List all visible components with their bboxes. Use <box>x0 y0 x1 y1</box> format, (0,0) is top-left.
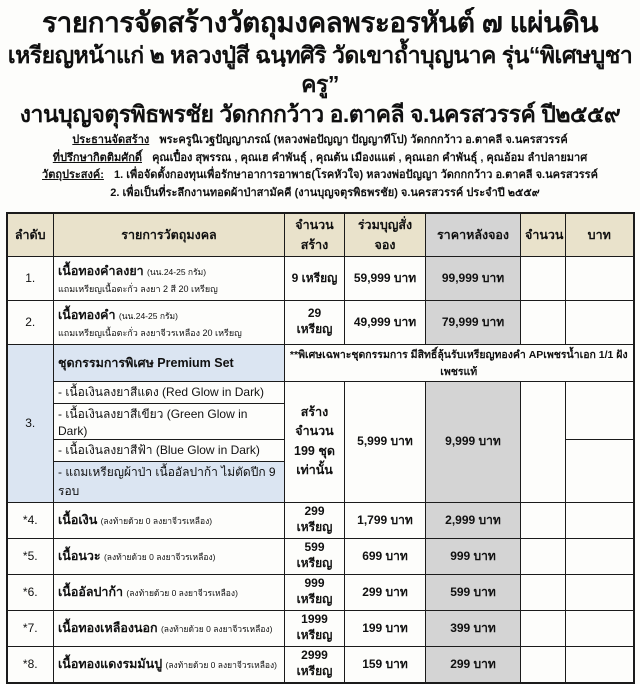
row-baht-blank <box>566 256 634 300</box>
row-item <box>54 574 285 610</box>
row-item <box>54 646 285 683</box>
premium-item-blue: - เนื้อเงินลงยาสีฟ้า (Blue Glow in Dark) <box>54 439 285 461</box>
item-note: (ลงท้ายด้วย 0 ลงยาจีวรเหลือง) <box>165 660 277 671</box>
row-item <box>54 256 285 300</box>
row-preorder-price: 299 บาท <box>345 574 426 610</box>
objective-line-1 <box>0 167 640 185</box>
row-qty: 299 เหรียญ <box>285 502 345 538</box>
item-note: (ลงท้ายด้วย 0 ลงยาจีวรเหลือง) <box>126 588 238 599</box>
row-no: *8. <box>7 646 54 683</box>
premium-qty-line: เท่านั้น <box>296 463 333 477</box>
item-name: เนื้อทองแดงรมมันปู <box>58 657 163 672</box>
row-preorder-price: 59,999 บาท <box>345 256 426 300</box>
premium-item-row <box>7 381 634 403</box>
item-note: (นน.24-25 กรัม) <box>147 266 207 277</box>
row-baht-blank <box>566 538 634 574</box>
row-amount-blank <box>521 502 566 538</box>
premium-item-green: - เนื้อเงินลงยาสีเขียว (Green Glow in Dark) <box>54 403 285 439</box>
row-amount-blank <box>521 610 566 646</box>
advisor-label: ที่ปรึกษากิตติมศักดิ์ <box>52 151 142 164</box>
page-subtitle: เหรียญหน้าแก่ ๒ หลวงปู่สี ฉนฺทศิริ วัดเขาถ้ำบุญนาค รุ่น“พิเศษบูชาครู” <box>7 42 633 97</box>
col-header-amount: จำนวน <box>521 213 566 257</box>
row-amount-blank <box>521 646 566 683</box>
row-no: *7. <box>7 610 54 646</box>
row-preorder-price: 159 บาท <box>345 646 426 683</box>
col-header-after-price: ราคาหลังจอง <box>426 213 521 257</box>
row-preorder-price: 199 บาท <box>345 610 426 646</box>
row-after-price: 79,999 บาท <box>426 300 521 344</box>
row-baht-blank <box>566 610 634 646</box>
item-note: (ลงท้ายด้วย 0 ลงยาจีวรเหลือง) <box>103 552 216 563</box>
table-row <box>7 574 634 610</box>
row-after-price: 299 บาท <box>426 646 521 683</box>
premium-item-red: - เนื้อเงินลงยาสีแดง (Red Glow in Dark) <box>54 381 285 403</box>
row-item <box>54 300 285 344</box>
item-name: เนื้ออัลปาก้า <box>58 585 124 600</box>
row-no: 1. <box>7 256 54 300</box>
table-row <box>7 300 634 344</box>
row-baht-blank <box>566 300 634 344</box>
row-no: *4. <box>7 502 54 538</box>
row-preorder-price: 699 บาท <box>345 538 426 574</box>
row-item <box>54 538 285 574</box>
chairman-text: พระครูนิเวฐปัญญาภรณ์ (หลวงพ่อปัญญา ปัญญาทีโป) วัดกกกว้าว อ.ตาคลี จ.นครสวรรค์ <box>159 134 568 147</box>
amulet-price-table <box>6 212 635 684</box>
row-no: *6. <box>7 574 54 610</box>
table-row <box>7 538 634 574</box>
table-row <box>7 646 634 683</box>
row-baht-blank <box>566 574 634 610</box>
premium-preorder-price: 5,999 บาท <box>345 381 426 502</box>
row-qty: 2999 เหรียญ <box>285 646 345 683</box>
item-name: เนื้อทองคำลงยา <box>58 263 144 278</box>
row-qty: 1999 เหรียญ <box>285 610 345 646</box>
item-name: เนื้อทองเหลืองนอก <box>58 621 158 636</box>
row-amount-blank <box>521 574 566 610</box>
page-title: รายการจัดสร้างวัตถุมงคลพระอรหันต์ ๗ แผ่นดิน <box>41 7 599 38</box>
row-after-price: 99,999 บาท <box>426 256 521 300</box>
table-row <box>7 502 634 538</box>
col-header-no: ลำดับ <box>7 213 54 257</box>
row-no: 3. <box>7 344 54 502</box>
premium-qty-line: สร้างจำนวน <box>295 404 334 439</box>
row-after-price: 399 บาท <box>426 610 521 646</box>
item-bonus-note: แถมเหรียญเนื้อตะกั่ว ลงยา 2 สี 20 เหรียญ <box>58 283 218 294</box>
table-row <box>7 610 634 646</box>
row-item <box>54 502 285 538</box>
row-after-price: 2,999 บาท <box>426 502 521 538</box>
row-baht-blank <box>566 502 634 538</box>
premium-set-title <box>54 344 285 381</box>
row-amount-blank <box>521 300 566 344</box>
col-header-preorder: ร่วมบุญสั่งจอง <box>345 213 426 257</box>
row-baht-blank <box>566 646 634 683</box>
row-no: 2. <box>7 300 54 344</box>
row-amount-blank <box>521 538 566 574</box>
item-note: (นน.24-25 กรัม) <box>118 310 178 321</box>
advisor-text: คุณเปื๋อง สุพรรณ , คุณเฮ คำพันธุ์ , คุณต้น เมืองแแต่ , คุณเอก คำพันธุ์ , คุณอ้อม ลำปลายมาศ <box>152 151 588 164</box>
item-bonus-note: แถมเหรียญเนื้อตะกั่ว ลงยาจีวรเหลือง 20 เหรียญ <box>58 327 242 338</box>
row-after-price: 599 บาท <box>426 574 521 610</box>
row-item <box>54 610 285 646</box>
item-name: เนื้อทองคำ <box>58 307 116 322</box>
chairman-line <box>0 132 640 150</box>
table-row <box>7 256 634 300</box>
premium-set-header-row <box>7 344 634 381</box>
row-after-price: 999 บาท <box>426 538 521 574</box>
row-qty: 599 เหรียญ <box>285 538 345 574</box>
item-name: เนื้อเงิน <box>58 513 98 528</box>
chairman-label: ประธานจัดสร้าง <box>72 134 150 147</box>
item-note: (ลงท้ายด้วย 0 ลงยาจีวรเหลือง) <box>100 516 213 527</box>
row-preorder-price: 1,799 บาท <box>345 502 426 538</box>
premium-amount-blank <box>521 381 566 502</box>
premium-baht-blank <box>566 381 634 439</box>
premium-qty-line: 199 ชุด <box>294 443 335 458</box>
premium-baht-blank <box>566 439 634 502</box>
col-header-item: รายการวัตถุมงคล <box>54 213 285 257</box>
table-header-row <box>7 213 634 257</box>
premium-item-bonus: - แถมเหรียญผ้าป่า เนื้ออัลปาก้า ไม่ตัดปีก 9 รอบ <box>54 461 285 502</box>
item-note: (ลงท้ายด้วย 0 ลงยาจีวรเหลือง) <box>160 624 273 635</box>
row-qty: 29 เหรียญ <box>285 300 345 344</box>
premium-set-note: **พิเศษเฉพาะชุดกรรมการ มีสิทธิ์ลุ้นรับเหรียญทองคำ APเพชรน้ำเอก 1/1 ฝังเพชรแท้ <box>285 344 634 381</box>
page-subtitle-2: งานบุญจตุรพิธพรชัย วัดกกกว้าว อ.ตาคลี จ.นครสวรรค์ ปี๒๕๕๙ <box>19 100 621 127</box>
premium-after-price: 9,999 บาท <box>426 381 521 502</box>
info-block <box>0 132 640 202</box>
item-name: เนื้อนวะ <box>58 549 101 564</box>
objective-label: วัตถุประสงค์: <box>42 169 104 182</box>
col-header-baht: บาท <box>566 213 634 257</box>
objective-line-2 <box>0 185 640 203</box>
row-qty: 999 เหรียญ <box>285 574 345 610</box>
advisor-line <box>0 150 640 168</box>
item-name: ชุดกรรมการพิเศษ Premium Set <box>58 355 234 370</box>
row-preorder-price: 49,999 บาท <box>345 300 426 344</box>
premium-qty <box>285 381 345 502</box>
col-header-qty: จำนวนสร้าง <box>285 213 345 257</box>
objective-text-2: 2. เพื่อเป็นที่ระลึกงานทอดผ้าป่าสามัคคี (งานบุญจตุรพิธพรชัย) จ.นครสวรรค์ ประจำปี ๒๕๕๙ <box>110 187 540 200</box>
objective-text-1: 1. เพื่อจัดตั้งกองทุนเพื่อรักษาอาการอาพาธ(โรคหัวใจ) หลวงพ่อปัญญา วัดกกกว้าว อ.ตาคลี จ.นครสวรรค์ <box>113 169 598 182</box>
row-qty: 9 เหรียญ <box>285 256 345 300</box>
row-amount-blank <box>521 256 566 300</box>
row-no: *5. <box>7 538 54 574</box>
